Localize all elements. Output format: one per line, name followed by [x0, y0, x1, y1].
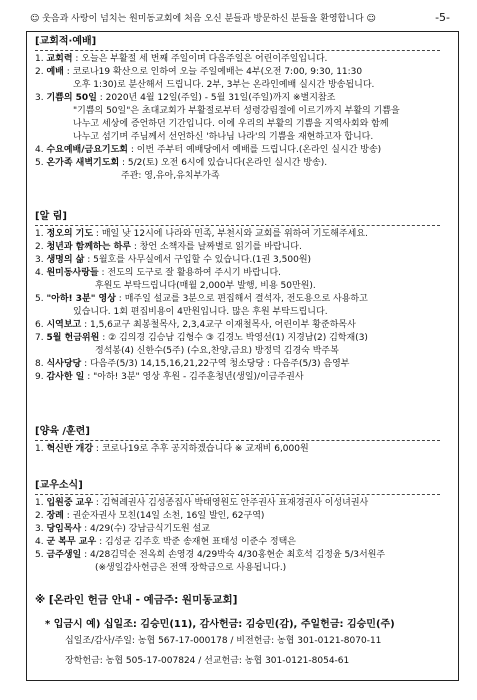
- item-number: 2.: [35, 511, 47, 521]
- bulletin-frame: [26, 31, 459, 681]
- item-label: "아하! 3분" 영상: [46, 294, 116, 304]
- list-item: [35, 254, 453, 267]
- list-item: [35, 549, 453, 562]
- item-label: 생명의 삶: [46, 255, 85, 265]
- item-text: : 5/2(토) 오전 6시에 있습니다(온라인 실시간 방송).: [119, 158, 328, 168]
- bank-account-line: 장학헌금: 농협 505-17-007824 / 선교헌금: 농협 301-0121-8054-61: [65, 656, 350, 666]
- list-item: [35, 157, 453, 170]
- list-item: [35, 358, 453, 371]
- item-label: 정오의 기도: [46, 229, 94, 239]
- item-text: : 창언 소책자를 날짜별로 읽기를 바랍니다.: [130, 242, 302, 252]
- item-number: 5.: [35, 158, 47, 168]
- list-item: [35, 228, 453, 241]
- list-item-continuation: "기쁨의 50일"은 초대교회가 부활절로부터 성령강림절에 이르기까지 부활의 기쁨을: [73, 106, 400, 116]
- bank-title: ※ [온라인 헌금 안내 - 예금주: 원미동교회]: [35, 594, 238, 606]
- item-text: : 이번 주부터 예배당에서 예배를 드립니다.(온라인 실시간 방송): [128, 145, 382, 155]
- list-item: [35, 523, 453, 536]
- item-label: 금주생일: [46, 550, 82, 560]
- item-number: 5.: [35, 294, 47, 304]
- item-number: 3.: [35, 524, 47, 534]
- item-number: 2.: [35, 67, 47, 77]
- item-label: 청년과 함께하는 하루: [46, 242, 131, 252]
- item-label: 장례: [46, 511, 64, 521]
- item-number: 3.: [35, 93, 47, 103]
- item-label: 원미동사랑들: [46, 268, 99, 278]
- education-list: [35, 443, 453, 456]
- item-number: 4.: [35, 268, 47, 278]
- list-item: [35, 443, 453, 456]
- item-number: 8.: [35, 359, 47, 369]
- divider: [35, 440, 440, 441]
- item-text: : ② 김의경 김승남 김형수 ③ 김경노 박영선(1) 지경남(2) 김학재(3): [99, 333, 368, 343]
- list-item: [35, 66, 453, 79]
- item-label: 온가족 새벽기도회: [46, 158, 120, 168]
- section-title: [양육 /훈련]: [35, 426, 90, 437]
- item-label: 당임목사: [46, 524, 82, 534]
- item-number: 4.: [35, 537, 47, 547]
- item-label: 기쁨의 50일: [46, 93, 97, 103]
- item-number: 1.: [35, 444, 47, 454]
- section-title: [교회적·예배]: [35, 36, 97, 47]
- list-item: [35, 241, 453, 254]
- divider: [35, 50, 440, 51]
- item-label: 교회력: [46, 54, 73, 64]
- item-text: : 매주일 설교를 3분으로 편집해서 결석자, 전도용으로 사용하고: [115, 294, 368, 304]
- item-number: 6.: [35, 320, 47, 330]
- divider: [35, 494, 440, 495]
- church-news-section: [35, 35, 453, 183]
- item-label: 혁신반 개강: [46, 444, 94, 454]
- item-text: : 다음주(5/3) 14,15,16,21,22구역 청소당당 : 다음주(5/3) 음영부: [81, 359, 350, 369]
- list-item-continuation: 나누고 섬기며 주님께서 선언하신 '하나님 나라'의 기쁨을 재현하고자 합니다.: [73, 132, 374, 142]
- list-item-continuation: 주관: 영,유아,유치부가족: [121, 171, 220, 181]
- item-label: 감사한 일: [46, 372, 85, 382]
- list-item: [35, 497, 453, 510]
- item-label: 예배: [46, 67, 64, 77]
- page-number: -5-: [435, 11, 450, 24]
- item-text: : 김성균 김주호 박준 송재현 표태성 이준수 정택은: [96, 537, 297, 547]
- list-item-continuation: 후원도 부탁드립니다(매월 2,000부 발행, 비용 50만원).: [95, 281, 316, 291]
- item-number: 2.: [35, 242, 47, 252]
- bank-account-line: 십일조/감사/주일: 농협 567-17-000178 / 비전헌금: 농협 301-0121-8070-11: [65, 636, 382, 646]
- announcements-list: [35, 228, 453, 384]
- list-item: [35, 53, 453, 66]
- list-item: [35, 510, 453, 523]
- item-label: 수요예배/금요기도회: [46, 145, 128, 155]
- item-number: 4.: [35, 145, 47, 155]
- item-text: : 전도의 도구로 잘 활용하여 주시기 바랍니다.: [98, 268, 282, 278]
- item-number: 9.: [35, 372, 47, 382]
- item-text: : 코로나19로 추후 공지하겠습니다 ※ 교재비 6,000원: [93, 444, 309, 454]
- list-item: [35, 371, 453, 384]
- education-section: [35, 425, 453, 456]
- list-item: [35, 144, 453, 157]
- divider: [35, 225, 440, 226]
- list-item-continuation: 나누고 세상에 증언하던 기간입니다. 이에 우리의 부활의 기쁨을 지역사회와 함께: [73, 119, 389, 129]
- list-item: [35, 293, 453, 306]
- bank-example-line: * 입금시 예) 십일조: 김승민(11), 감사헌금: 김승민(감), 주일헌금: 김승민(주): [45, 619, 395, 630]
- list-item: [35, 267, 453, 280]
- church-news-list: [35, 53, 453, 183]
- welcome-text: ☺ 웃음과 사랑이 넘치는 원미동교회에 처음 오신 분들과 방문하신 분들을 환영합니다 ☺: [30, 14, 376, 24]
- section-title: [교우소식]: [35, 480, 83, 491]
- item-label: 5월 헌금위원: [46, 333, 100, 343]
- item-text: : 5월호를 사무실에서 구입할 수 있습니다.(1권 3,500원): [84, 255, 312, 265]
- item-label: 군 복무 교우: [46, 537, 97, 547]
- announcements-section: [35, 210, 453, 384]
- page-header: [30, 11, 450, 24]
- item-number: 1.: [35, 54, 47, 64]
- item-text: : 권순자권사 모친(14일 소천, 16일 발인, 62구역): [63, 511, 265, 521]
- list-item-continuation: (※생일감사헌금은 전액 장학금으로 사용됩니다.): [95, 563, 287, 573]
- list-item: [35, 332, 453, 345]
- item-text: : 4/28김덕순 전옥희 손영경 4/29박숙 4/30홍현순 최호석 김정윤 5/3서원주: [81, 550, 386, 560]
- item-label: 시역보고: [46, 320, 82, 330]
- section-title: [알 림]: [35, 211, 67, 222]
- list-item: [35, 92, 453, 105]
- item-number: 5.: [35, 550, 47, 560]
- list-item-continuation: 정석봉(4) 신한수(5주) (수요,찬양,금요) 방정덕 김경숙 박주복: [95, 346, 339, 356]
- item-text: : 4/29(수) 강남금식기도원 설교: [81, 524, 210, 534]
- item-text: : 오늘은 부활절 세 번째 주일이며 다음주일은 어린이주일입니다.: [72, 54, 328, 64]
- item-number: 1.: [35, 498, 47, 508]
- list-item: [35, 319, 453, 332]
- item-text: : 코로나19 확산으로 인하여 오늘 주일예배는 4부(오전 7:00, 9:30, 11:30: [63, 67, 363, 77]
- list-item: [35, 536, 453, 549]
- item-text: : 매일 낮 12시에 나라와 민족, 부천시와 교회를 위하여 기도해주세요.: [93, 229, 368, 239]
- members-list: [35, 497, 453, 575]
- item-text: : 김혁례권사 김성종집사 박태영원도 안주권사 표재경권사 이성녀권사: [93, 498, 369, 508]
- item-text: : "아하! 3분" 영상 후원 - 김주훈청년(생일)/이금주권사: [84, 372, 304, 382]
- item-number: 3.: [35, 255, 47, 265]
- item-text: : 2020년 4월 12일(주일) - 5월 31일(주일)까지 ※별지참조: [96, 93, 336, 103]
- members-section: [35, 479, 453, 575]
- item-label: 식사당당: [46, 359, 82, 369]
- item-text: : 1,5,6교구 최봉철목사, 2,3,4교구 이재철목사, 어린이부 황준하목사: [81, 320, 356, 330]
- item-number: 1.: [35, 229, 47, 239]
- list-item-continuation: 있습니다. 1회 편집비용이 4만원입니다. 많은 후원 부탁드립니다.: [73, 307, 328, 317]
- list-item-continuation: 오후 1:30)로 분산해서 드립니다. 2부, 3부는 온라인예배 실시간 방송됩니다.: [73, 80, 375, 90]
- item-number: 7.: [35, 333, 47, 343]
- item-label: 입원중 교우: [46, 498, 94, 508]
